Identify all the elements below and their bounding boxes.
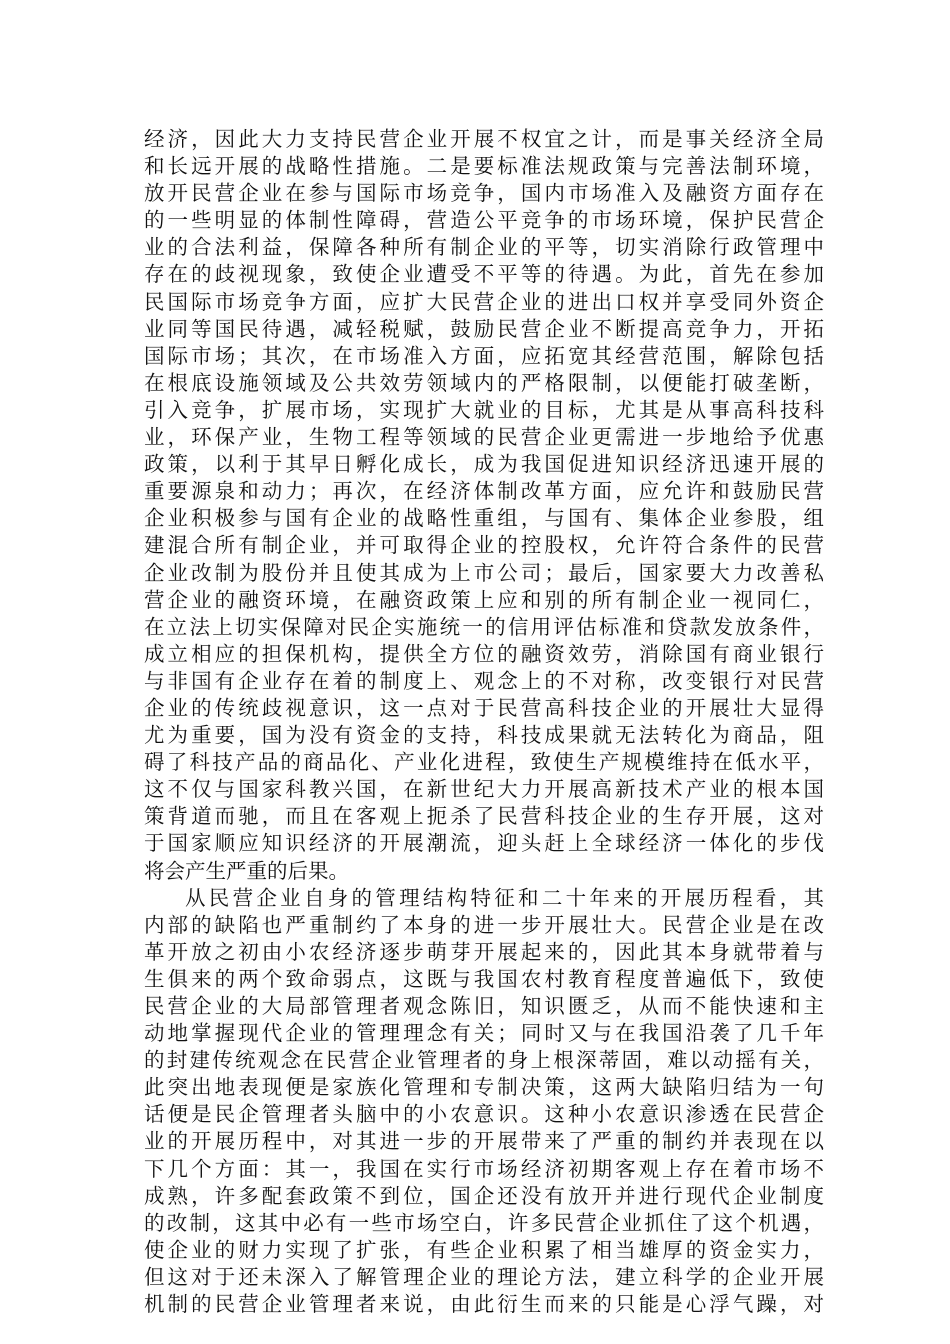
text-line: 在根底设施领域及公共效劳领域内的严格限制，以便能打破垄断， — [144, 370, 824, 395]
text-line: 成立相应的担保机构，提供全方位的融资效劳，消除国有商业银行 — [144, 641, 824, 666]
text-line: 重要源泉和动力；再次，在经济体制改革方面，应允许和鼓励民营 — [144, 479, 824, 504]
text-line: 业，环保产业，生物工程等领域的民营企业更需进一步地给予优惠 — [144, 425, 824, 450]
text-line: 营企业的融资环境，在融资政策上应和别的所有制企业一视同仁， — [144, 587, 824, 612]
text-line: 企业改制为股份并且使其成为上市公司；最后，国家要大力改善私 — [144, 560, 824, 585]
paragraph-end-line: 将会产生严重的后果。 — [144, 858, 349, 883]
text-line: 引入竞争，扩展市场，实现扩大就业的目标，尤其是从事高科技科 — [144, 397, 824, 422]
paragraph-start-line: 从民营企业自身的管理结构特征和二十年来的开展历程看，其 — [185, 885, 824, 910]
text-line: 业的开展历程中，对其进一步的开展带来了严重的制约并表现在以 — [144, 1129, 824, 1154]
text-line: 机制的民营企业管理者来说，由此衍生而来的只能是心浮气躁，对 — [144, 1292, 824, 1317]
text-line: 尤为重要，国为没有资金的支持，科技成果就无法转化为商品，阻 — [144, 723, 824, 748]
text-line: 在立法上切实保障对民企实施统一的信用评估标准和贷款发放条件， — [144, 614, 824, 639]
text-line: 的封建传统观念在民营企业管理者的身上根深蒂固，难以动摇有关， — [144, 1048, 824, 1073]
text-line: 业同等国民待遇，减轻税赋，鼓励民营企业不断提高竞争力，开拓 — [144, 316, 824, 341]
text-line: 经济，因此大力支持民营企业开展不权宜之计，而是事关经济全局 — [144, 127, 824, 151]
text-line: 存在的歧视现象，致使企业遭受不平等的待遇。为此，首先在参加 — [144, 262, 824, 287]
text-line: 革开放之初由小农经济逐步萌芽开展起来的，因此其本身就带着与 — [144, 939, 824, 964]
text-line: 这不仅与国家科教兴国，在新世纪大力开展高新技术产业的根本国 — [144, 777, 824, 802]
text-line: 民营企业的大局部管理者观念陈旧，知识匮乏，从而不能快速和主 — [144, 994, 824, 1018]
text-line: 政策，以利于其早日孵化成长，成为我国促进知识经济迅速开展的 — [144, 452, 824, 477]
text-line: 的改制，这其中必有一些市场空白，许多民营企业抓住了这个机遇， — [144, 1210, 824, 1235]
text-line: 建混合所有制企业，并可取得企业的控股权，允许符合条件的民营 — [144, 533, 824, 558]
text-line: 生俱来的两个致命弱点，这既与我国农村教育程度普遍低下，致使 — [144, 966, 824, 991]
text-line: 业的合法利益，保障各种所有制企业的平等，切实消除行政管理中 — [144, 235, 824, 260]
text-line: 但这对于还未深入了解管理企业的理论方法，建立科学的企业开展 — [144, 1264, 824, 1289]
text-line: 民国际市场竞争方面，应扩大民营企业的进出口权并享受同外资企 — [144, 289, 824, 314]
text-line: 的一些明显的体制性障碍，营造公平竞争的市场环境，保护民营企 — [144, 208, 824, 233]
text-line: 内部的缺陷也严重制约了本身的进一步开展壮大。民营企业是在改 — [144, 912, 824, 937]
text-line: 碍了科技产品的商品化、产业化进程，致使生产规模维持在低水平， — [144, 750, 824, 775]
body-text — [144, 126, 824, 1318]
text-line: 于国家顺应知识经济的开展潮流，迎头赶上全球经济一体化的步伐 — [144, 831, 824, 856]
text-line: 国际市场；其次，在市场准入方面，应拓宽其经营范围，解除包括 — [144, 343, 824, 368]
text-line: 话便是民企管理者头脑中的小农意识。这种小农意识渗透在民营企 — [144, 1102, 824, 1127]
text-line: 此突出地表现便是家族化管理和专制决策，这两大缺陷归结为一句 — [144, 1075, 824, 1100]
text-line: 和长远开展的战略性措施。二是要标准法规政策与完善法制环境， — [144, 154, 824, 179]
text-line: 动地掌握现代企业的管理理念有关；同时又与在我国沿袭了几千年 — [144, 1021, 824, 1046]
text-line: 策背道而驰，而且在客观上扼杀了民营科技企业的生存开展，这对 — [144, 804, 824, 829]
text-line: 放开民营企业在参与国际市场竞争，国内市场准入及融资方面存在 — [144, 181, 824, 206]
text-line: 下几个方面：其一，我国在实行市场经济初期客观上存在着市场不 — [144, 1156, 824, 1181]
text-line: 企业积极参与国有企业的战略性重组，与国有、集体企业参股，组 — [144, 506, 824, 531]
text-line: 成熟，许多配套政策不到位，国企还没有放开并进行现代企业制度 — [144, 1183, 824, 1208]
text-line: 与非国有企业存在着的制度上、观念上的不对称，改变银行对民营 — [144, 668, 824, 693]
text-line: 使企业的财力实现了扩张，有些企业积累了相当雄厚的资金实力， — [144, 1237, 824, 1262]
text-line: 企业的传统歧视意识，这一点对于民营高科技企业的开展壮大显得 — [144, 695, 824, 720]
